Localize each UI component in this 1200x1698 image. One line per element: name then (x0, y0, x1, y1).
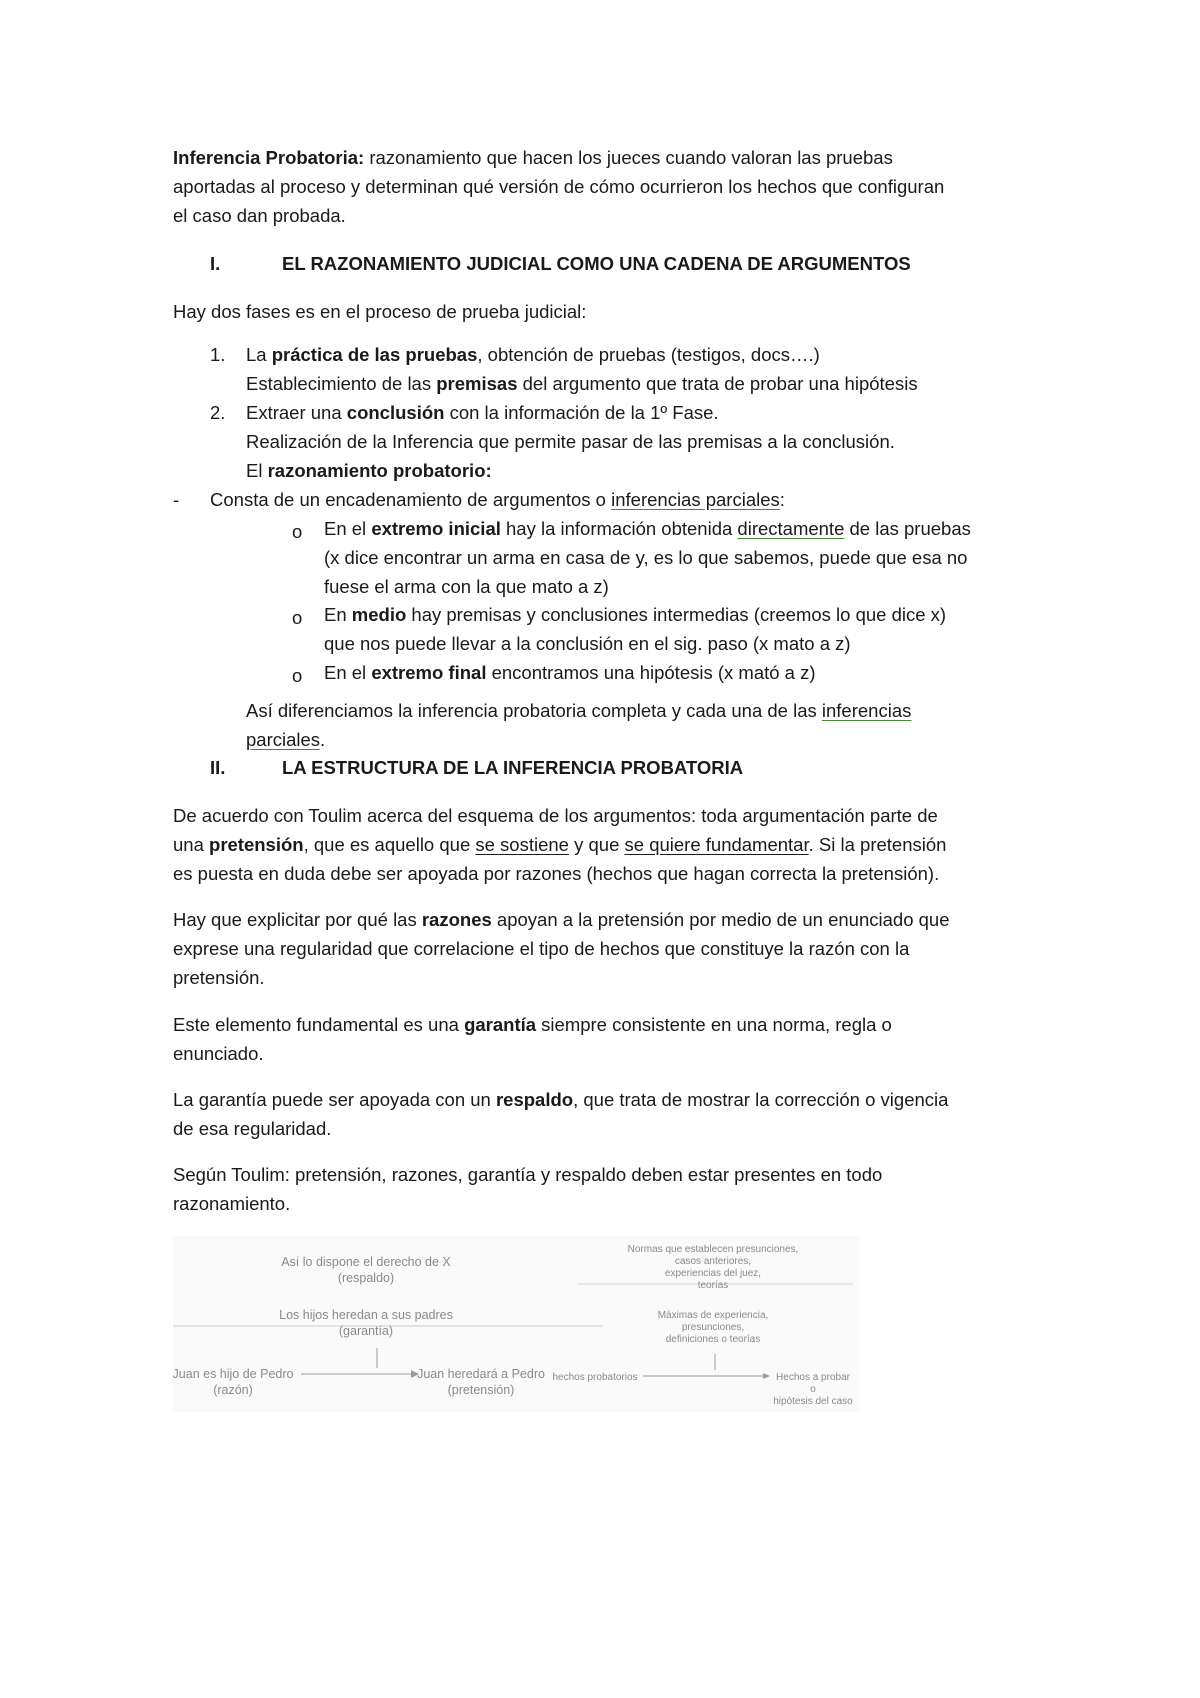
list-item-1: La práctica de las pruebas, obtención de pruebas (testigos, docs….) Establecimiento de las premisas del argumento que trata de probar una hipótesis (246, 344, 918, 394)
svg-text:Hechos a probar: Hechos a probar (776, 1372, 850, 1383)
toulmin-diagram (173, 1236, 860, 1412)
paragraph-garantia: Este elemento fundamental es una garantía siempre consistente en una norma, regla o enunciado. (173, 1014, 892, 1064)
intro-term: Inferencia Probatoria: (173, 147, 365, 168)
intro-paragraph: Inferencia Probatoria: razonamiento que hacen los jueces cuando valoran las pruebas aportadas al proceso y determinan qué versión de cómo ocurrieron los hechos que configuran el caso dan probada. (173, 147, 945, 226)
sub-item-2: En medio hay premisas y conclusiones intermedias (creemos lo que dice x) que nos puede llevar a la conclusión en el sig. paso (x mato a z) (324, 604, 947, 654)
section-1-numeral: I. (210, 253, 221, 274)
paragraph-toulim: De acuerdo con Toulim acerca del esquema de los argumentos: toda argumentación parte de una pretensión, que es aquello que se sostiene y que se quiere fundamentar. Si la pretensión es puesta en duda debe ser apoyada por razones (hechos que hagan correcta la pretensión). (173, 805, 947, 884)
diagram-respaldo-label: (respaldo) (337, 1271, 395, 1285)
dash-bullet: - (173, 489, 180, 510)
svg-text:casos anteriores,: casos anteriores, (674, 1256, 752, 1267)
section-1-title: EL RAZONAMIENTO JUDICIAL COMO UNA CADENA DE ARGUMENTOS (282, 253, 911, 274)
dash-item: Consta de un encadenamiento de argumentos o inferencias parciales: (210, 489, 785, 510)
list-number-2: 2. (210, 402, 226, 423)
paragraph-razones: Hay que explicitar por qué las razones apoyan a la pretensión por medio de un enunciado que exprese una regularidad que correlacione el tipo de hechos que constituye la razón con la pretensión. (173, 909, 950, 988)
svg-text:hipótesis del caso: hipótesis del caso (773, 1396, 853, 1407)
list-item-2: Extraer una conclusión con la información de la 1º Fase. Realización de la Inferencia que permite pasar de las premisas a la conclusión. El razonamiento probatorio: (246, 402, 895, 481)
svg-text:Normas que establecen presunci: Normas que establecen presunciones, (627, 1244, 799, 1255)
section-1-lead: Hay dos fases es en el proceso de prueba judicial: (173, 301, 587, 322)
svg-text:experiencias del juez,: experiencias del juez, (664, 1268, 762, 1279)
diagram-hechos-probatorios: hechos probatorios (552, 1372, 638, 1383)
section-2-title: LA ESTRUCTURA DE LA INFERENCIA PROBATORIA (282, 757, 744, 778)
diagram-razon-text: Juan es hijo de Pedro (173, 1367, 294, 1381)
diagram-garantia-label: (garantía) (338, 1324, 394, 1338)
svg-text:teorías: teorías (697, 1280, 729, 1291)
svg-text:definiciones o teorías: definiciones o teorías (665, 1334, 761, 1345)
sub-bullet-3: o (292, 665, 303, 686)
inferencias-parciales-link: inferencias parciales (611, 489, 780, 510)
list-number-1: 1. (210, 344, 226, 365)
diagram-right-arrowhead (763, 1373, 770, 1379)
section-2-numeral: II. (210, 757, 226, 778)
diagram-razon-label: (razón) (213, 1383, 253, 1397)
diagram-pretension-text: Juan heredará a Pedro (417, 1367, 545, 1381)
sub-item-1: En el extremo inicial hay la información obtenida directamente de las pruebas (x dice encontrar un arma en casa de y, es lo que sabemos, puede que esa no fuese el arma con la que mato a z) (324, 518, 971, 597)
svg-text:presunciones,: presunciones, (681, 1322, 745, 1333)
sub-item-3: En el extremo final encontramos una hipótesis (x mató a z) (324, 662, 816, 683)
sub-bullet-2: o (292, 607, 303, 628)
diagram-respaldo-text: Así lo dispone el derecho de X (281, 1255, 451, 1269)
diagram-garantia-text: Los hijos heredan a sus padres (279, 1308, 453, 1322)
diagram-pretension-label: (pretensión) (447, 1383, 515, 1397)
svg-text:Máximas de experiencia,: Máximas de experiencia, (657, 1310, 769, 1321)
paragraph-respaldo: La garantía puede ser apoyada con un respaldo, que trata de mostrar la corrección o vigencia de esa regularidad. (173, 1089, 949, 1139)
section-1-closing: Así diferenciamos la inferencia probatoria completa y cada una de las inferencias parciales. (246, 700, 912, 750)
paragraph-summary: Según Toulim: pretensión, razones, garantía y respaldo deben estar presentes en todo razonamiento. (173, 1164, 883, 1214)
svg-text:o: o (810, 1384, 816, 1395)
sub-bullet-1: o (292, 521, 303, 542)
